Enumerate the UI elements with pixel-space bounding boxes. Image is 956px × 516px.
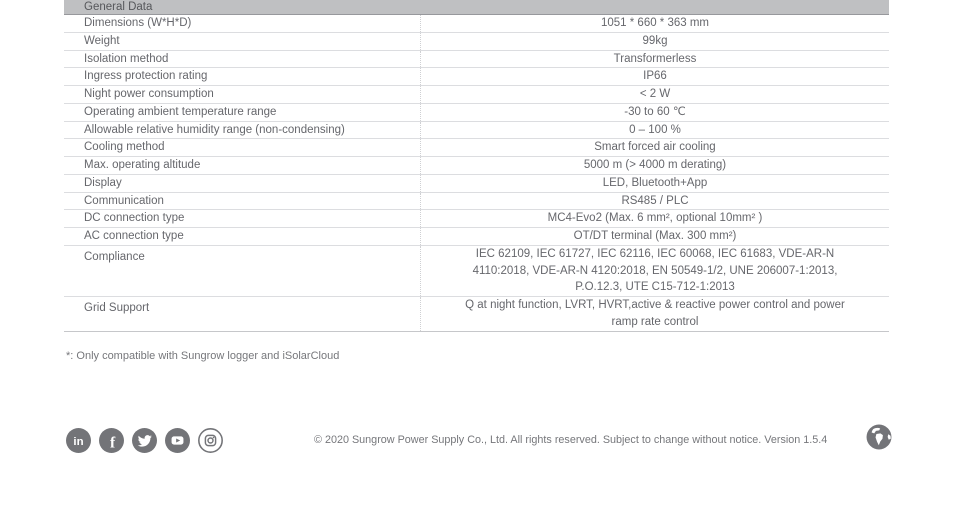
table-row — [64, 193, 889, 211]
table-row — [64, 175, 889, 193]
spec-value — [420, 297, 889, 331]
spec-value — [420, 15, 889, 32]
spec-label: Operating ambient temperature range — [84, 105, 277, 118]
globe-icon[interactable] — [866, 424, 892, 450]
spec-value — [420, 193, 889, 210]
table-row — [64, 139, 889, 157]
spec-label: Grid Support — [84, 302, 150, 314]
spec-value-text: -30 to 60 ℃ — [624, 105, 686, 118]
spec-value-text: Smart forced air cooling — [594, 141, 716, 154]
table-row — [64, 122, 889, 140]
table-row — [64, 297, 889, 332]
spec-value — [420, 104, 889, 121]
spec-value-text: MC4-Evo2 (Max. 6 mm², optional 10mm² ) — [547, 212, 763, 225]
spec-label: Night power consumption — [84, 88, 214, 100]
facebook-glyph: f — [109, 434, 116, 452]
spec-value — [420, 246, 889, 296]
spec-label: DC connection type — [84, 212, 185, 225]
spec-value-text: Q at night function, LVRT, HVRT,active & reactive power control and power ramp rate control — [465, 299, 845, 328]
table-section-header — [64, 0, 889, 15]
instagram-lens — [208, 438, 213, 443]
spec-value — [420, 228, 889, 245]
spec-value-text: IP66 — [643, 70, 667, 83]
instagram-icon[interactable] — [198, 428, 223, 453]
twitter-icon[interactable] — [132, 428, 157, 453]
spec-value-text: LED, Bluetooth+App — [602, 176, 708, 189]
spec-label: Compliance — [84, 250, 145, 263]
spec-value — [420, 122, 889, 139]
spec-label: Display — [84, 176, 122, 189]
table-row — [64, 228, 889, 246]
table-row — [64, 157, 889, 175]
table-row — [64, 246, 889, 297]
spec-value-text: IEC 62109, IEC 61727, IEC 62116, IEC 60068, IEC 61683, VDE-AR-N 4110:2018, VDE-AR-N 4120:2018, EN 50549-1/2, UNE 206007-1:2013, P.O.12.3, UTE C15-712-1:2013 — [472, 247, 838, 294]
spec-value — [420, 175, 889, 192]
youtube-icon[interactable] — [165, 428, 190, 453]
copyright-text: © 2020 Sungrow Power Supply Co., Ltd. All rights reserved. Subject to change without notice. Version 1.5.4 — [314, 434, 828, 446]
spec-value-text: 99kg — [642, 34, 668, 47]
social-icons — [66, 428, 223, 453]
spec-label: Allowable relative humidity range (non-condensing) — [84, 123, 345, 136]
spec-label: Max. operating altitude — [84, 159, 201, 171]
table-row — [64, 68, 889, 86]
spec-value — [420, 33, 889, 50]
spec-label: Cooling method — [84, 141, 165, 154]
spec-value-text: < 2 W — [639, 88, 671, 100]
linkedin-icon[interactable] — [66, 428, 91, 453]
spec-value — [420, 157, 889, 174]
section-title: General Data — [84, 1, 153, 13]
spec-value-text: 1051 * 660 * 363 mm — [600, 17, 710, 29]
spec-label: AC connection type — [84, 230, 184, 242]
spec-label: Weight — [84, 34, 120, 47]
spec-value-text: Transformerless — [613, 52, 697, 65]
spec-label: Communication — [84, 194, 164, 207]
table-row — [64, 33, 889, 51]
instagram-flash-dot — [213, 437, 215, 439]
spec-value-text: RS485 / PLC — [621, 194, 689, 207]
spec-label: Ingress protection rating — [84, 70, 208, 83]
spec-value-text: 0 – 100 % — [629, 123, 681, 136]
spec-value — [420, 210, 889, 227]
general-data-table — [64, 0, 889, 332]
spec-label: Dimensions (W*H*D) — [84, 17, 192, 29]
spec-value — [420, 139, 889, 156]
spec-label: Isolation method — [84, 52, 169, 65]
table-row — [64, 51, 889, 69]
table-row — [64, 104, 889, 122]
spec-value-text: 5000 m (> 4000 m derating) — [583, 159, 727, 171]
facebook-icon[interactable] — [99, 428, 124, 453]
linkedin-glyph: in — [73, 435, 84, 448]
spec-value — [420, 86, 889, 103]
footnote: *: Only compatible with Sungrow logger and iSolarCloud — [66, 350, 340, 362]
table-row — [64, 15, 889, 33]
spec-value — [420, 68, 889, 85]
table-row — [64, 86, 889, 104]
table-body — [64, 15, 889, 332]
spec-value-text: OT/DT terminal (Max. 300 mm²) — [573, 230, 737, 242]
table-row — [64, 210, 889, 228]
spec-value — [420, 51, 889, 68]
